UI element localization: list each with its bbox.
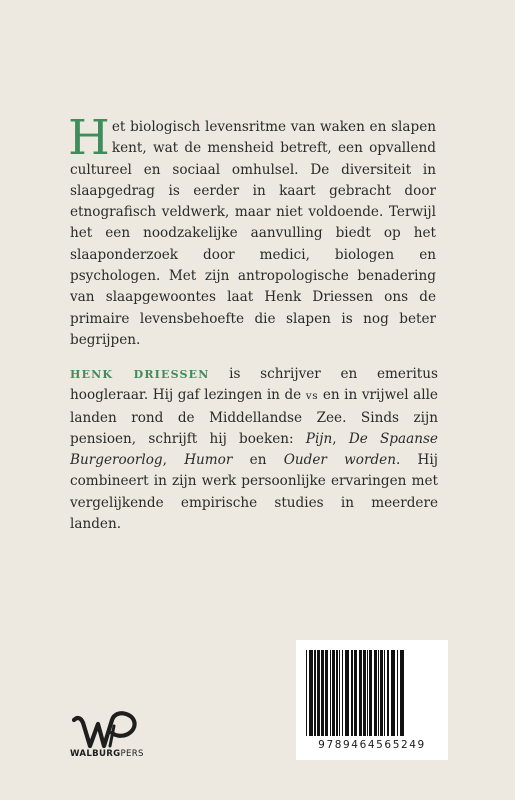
barcode-bar <box>345 650 349 736</box>
barcode-bar <box>325 650 328 736</box>
barcode-bar <box>374 650 377 736</box>
drop-cap: H <box>68 110 110 166</box>
bio-part-2: en in vrijwel alle landen rond de Middellandse Zee. Sinds zijn pensioen, schrijft hij boeken: <box>70 387 438 447</box>
bio-sep-3: en <box>232 452 284 469</box>
barcode-bar <box>391 650 395 736</box>
barcode-bar <box>330 650 331 736</box>
barcode-bar <box>397 650 398 736</box>
publisher-name-light: PERS <box>120 749 144 759</box>
bio-vs: vs <box>305 390 319 403</box>
barcode-bar <box>400 650 404 736</box>
barcode <box>296 640 448 760</box>
barcode-bar <box>378 650 379 736</box>
barcode-bar <box>387 650 389 736</box>
barcode-bar <box>317 650 320 736</box>
author-bio <box>70 364 438 535</box>
barcode-bar <box>321 650 324 736</box>
blurb-text: et biologisch levensritme van waken en slapen kent, wat de mensheid betreft, een opvallend cultureel en sociaal omhulsel. De diversiteit in slaapgedrag is eerder in kaart gebracht door etnografisch veldwerk, maar niet voldoende. Terwijl het een noodzakelijke aanvulling biedt op het slaaponderzoek door medici, biologen en psychologen. Met zijn antropologische benadering van slaapgewoontes laat Henk Driessen ons de primaire levensbehoefte die slapen is nog beter begrijpen. <box>70 119 436 348</box>
bio-part-3: . Hij combineert in zijn werk persoonlijke ervaringen met vergelijkende empirische studies in meerdere landen. <box>70 452 438 533</box>
bio-sep-2: , <box>162 452 185 469</box>
publisher-name <box>70 749 144 759</box>
barcode-bar <box>367 650 368 736</box>
barcode-bar <box>380 650 383 736</box>
barcode-bar <box>336 650 338 736</box>
barcode-bar <box>339 650 340 736</box>
barcode-bar <box>359 650 362 736</box>
barcode-bar <box>354 650 357 736</box>
bio-sep-1: , <box>332 430 349 447</box>
book-title-1: Pijn <box>305 430 333 447</box>
book-title-4: Ouder worden <box>283 452 396 469</box>
barcode-bar <box>342 650 343 736</box>
barcode-bar <box>351 650 353 736</box>
barcode-bar <box>363 650 366 736</box>
barcode-bar <box>309 650 313 736</box>
barcode-bar <box>332 650 335 736</box>
barcode-bar <box>306 650 307 736</box>
blurb <box>68 110 436 351</box>
publisher-name-bold: WALBURG <box>70 749 121 759</box>
barcode-bar <box>314 650 316 736</box>
author-bio-text <box>70 364 438 535</box>
barcode-bars <box>304 650 440 736</box>
author-name: HENK DRIESSEN <box>70 368 210 381</box>
book-title-3: Humor <box>184 452 233 469</box>
isbn-number: 9789464565249 <box>318 739 426 751</box>
barcode-bar <box>384 650 385 736</box>
book-title-2: De Spaanse Burgeroorlog <box>70 430 438 469</box>
bio-part-1: is schrijver en emeritus hoogleraar. Hij gaf lezingen in de <box>70 366 438 404</box>
barcode-bar <box>369 650 372 736</box>
